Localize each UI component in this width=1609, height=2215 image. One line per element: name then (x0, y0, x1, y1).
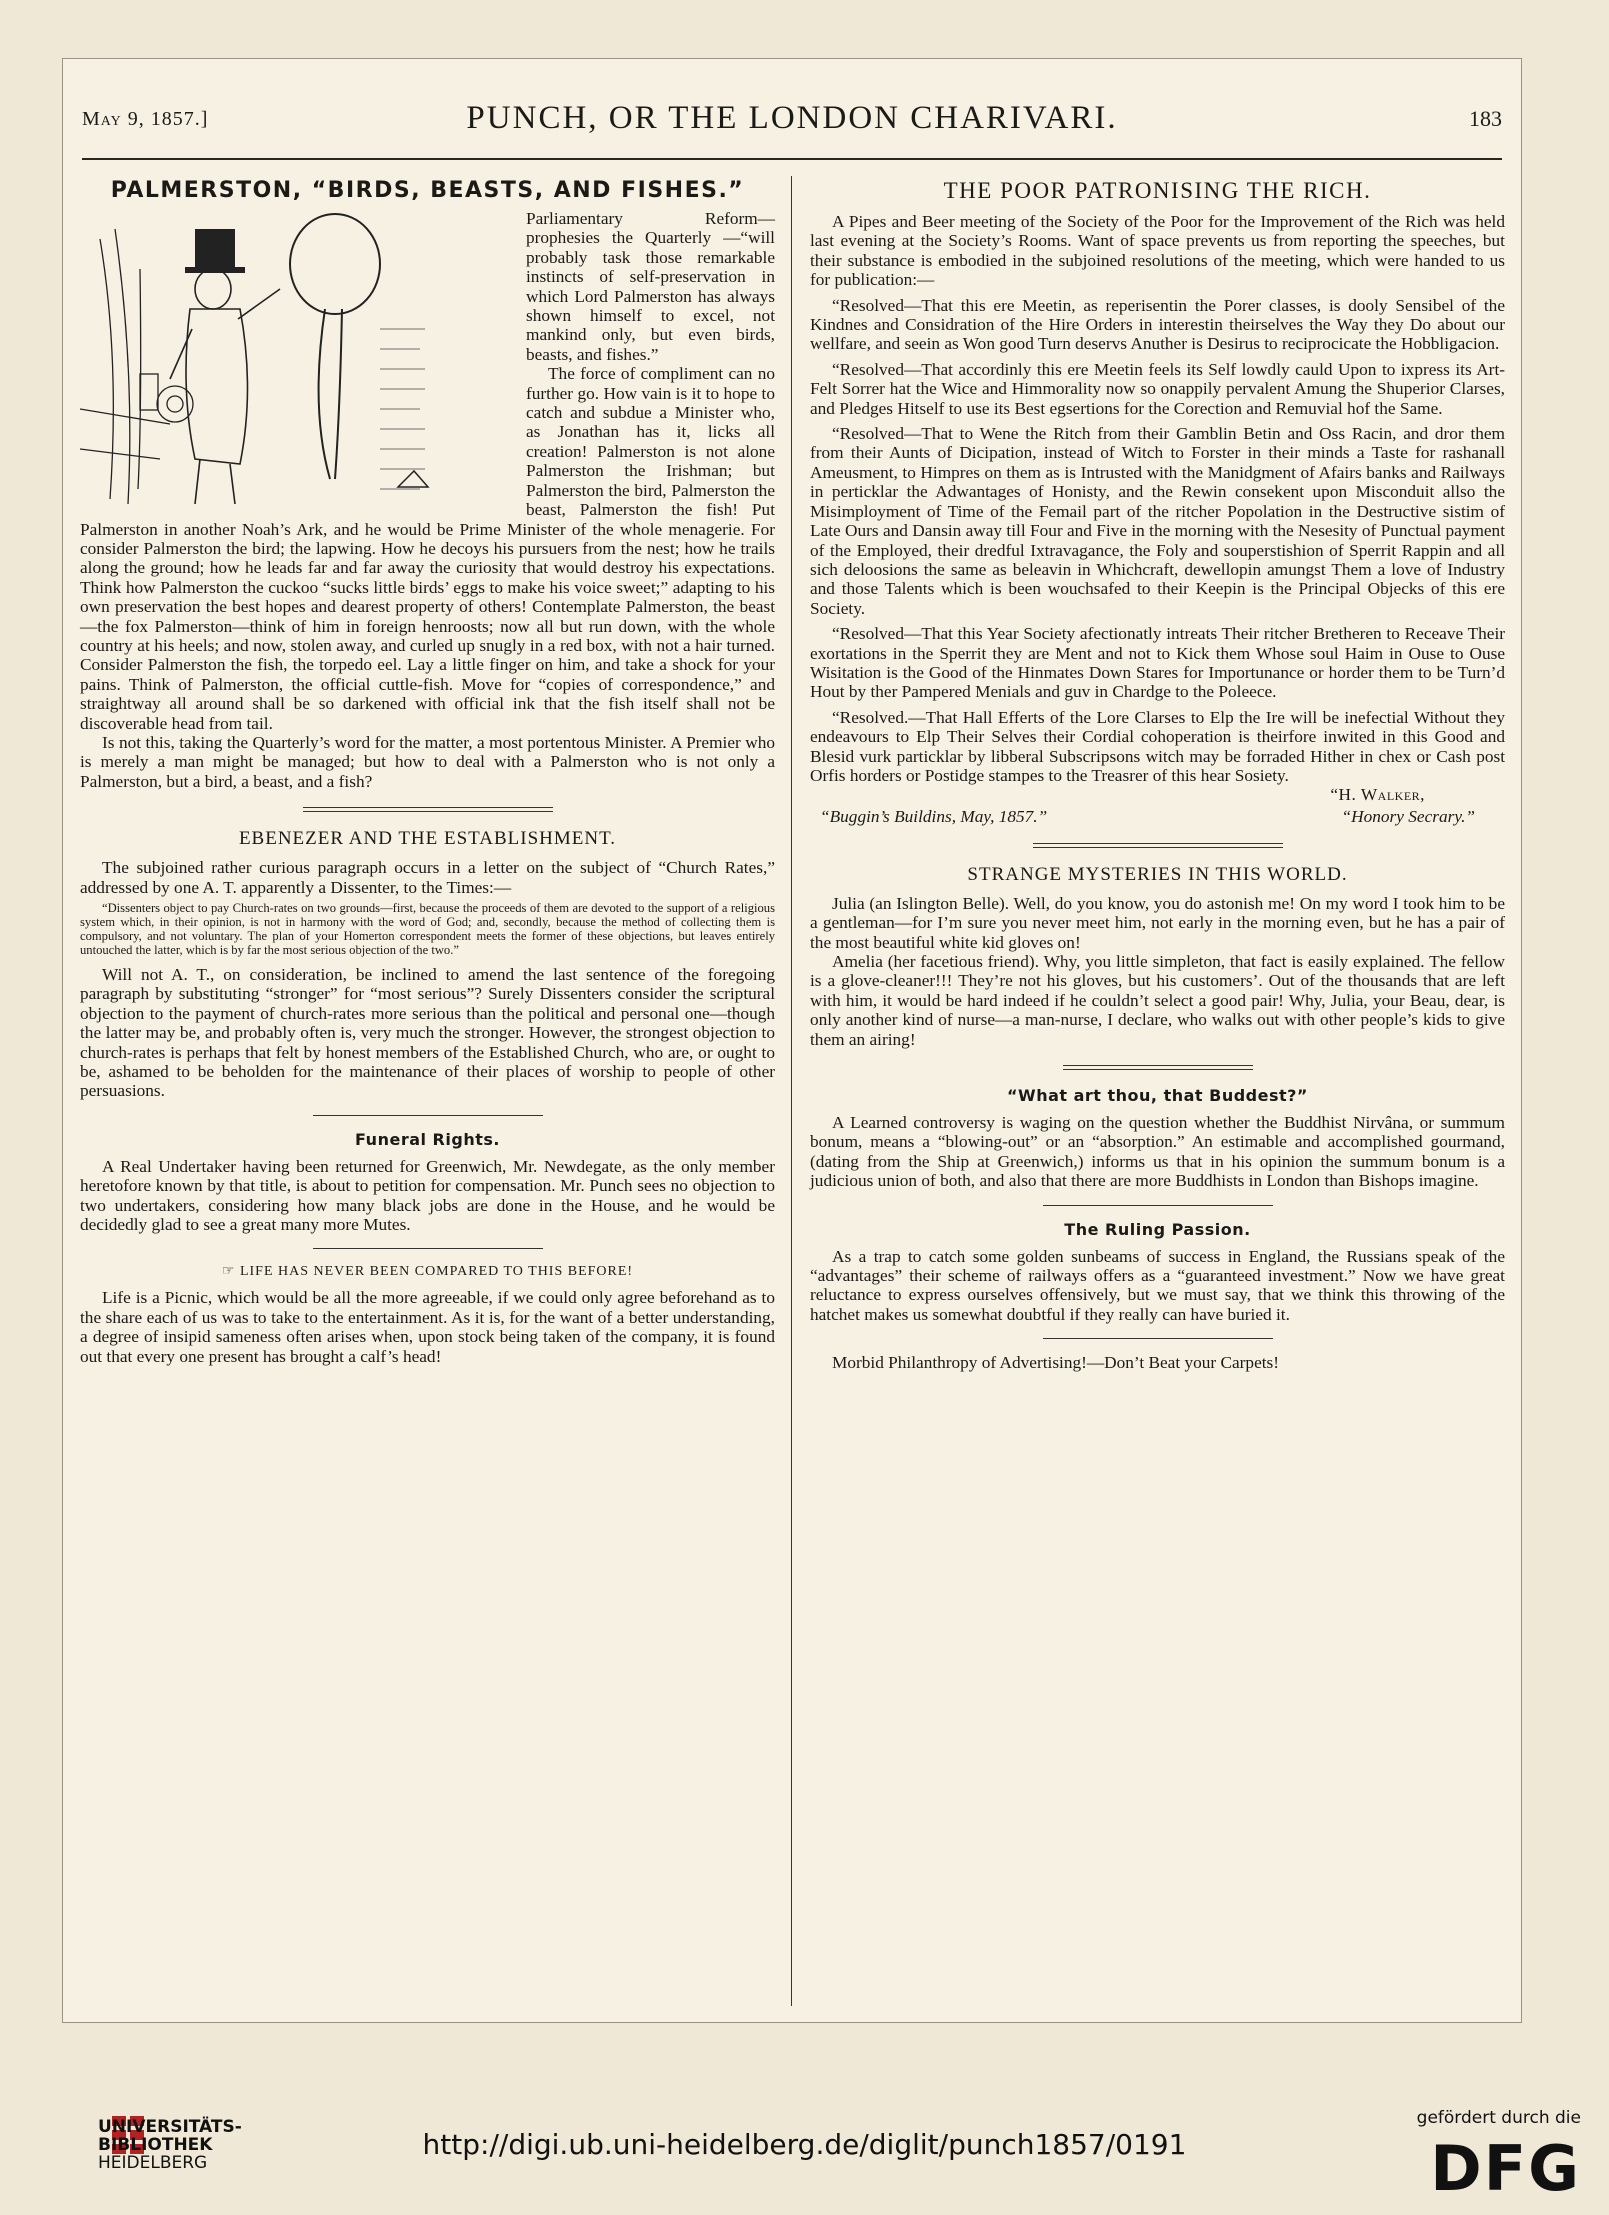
signature-row (810, 805, 1505, 827)
column-divider (791, 176, 792, 2006)
section-divider (1043, 1205, 1273, 1206)
section-divider (303, 807, 553, 812)
resolution-2: “Resolved—That accordinly this ere Meetin feels its Self lowdly cauld Upon to ixpress its Art-Felt Sorrer hat the Wice and Himmorality now so onappily pervalent Amung the Shuperior Clarses, and Pledges Hitself to use its Best egsertions for the Corection and Remuvial hof the Same. (810, 359, 1505, 418)
article-title-buddest: “What art thou, that Buddest?” (1007, 1086, 1308, 1106)
dfg-logo: DFG (1430, 2132, 1581, 2205)
section-divider (1063, 1065, 1253, 1070)
right-column (810, 170, 1505, 1373)
page-header (82, 100, 1502, 156)
source-url-link[interactable]: http://digi.ub.uni-heidelberg.de/diglit/punch1857/0191 (422, 2128, 1187, 2161)
resolution-4: “Resolved—That this Year Society afectionatly intreats Their ritcher Bretheren to Receave Their exortations in the Sperrit they are Ment and not to Kick them Whose soul Haim in Ouse to Ouse Wisitation is the Good of the Hinmates Down Stares for Importunance or horder them to be Turn’d Hout by ther Pampered Menials and guv in Chardge to the Poleece. (810, 624, 1505, 702)
article-title-life: ☞ LIFE HAS NEVER BEEN COMPARED TO THIS BEFORE! (221, 1264, 634, 1280)
signature-address: “Buggin’s Buildins, May, 1857.” (820, 806, 1048, 826)
library-name-line-1: UNIVERSITÄTS- (98, 2117, 242, 2137)
masthead-title: PUNCH, OR THE LONDON CHARIVARI. (466, 100, 1118, 136)
funded-by-label: gefördert durch die (1416, 2108, 1581, 2128)
ebenezer-quote: “Dissenters object to pay Church-rates on two grounds—first, because the proceeds of them are devoted to the support of a religious system which, in their opinion, is not in harmony with the word of God; and, secondly, because the method of collecting them is compulsory, and not voluntary. The plan of your Homerton correspondent meets the former of these objections, but leaves entirely untouched the latter, which is by far the most serious objection of the two.” (80, 901, 775, 957)
article-title-palmerston: PALMERSTON, “BIRDS, BEASTS, AND FISHES.” (110, 178, 745, 203)
ebenezer-paragraph-1: The subjoined rather curious paragraph occurs in a letter on the subject of “Church Rates,” addressed by one A. T. apparently a Dissenter, to the Times:— (80, 858, 775, 897)
article-title-poor-patronising: THE POOR PATRONISING THE RICH. (943, 178, 1372, 203)
page-number: 183 (1469, 106, 1502, 131)
palmerston-paragraph-1: Parliamentary Reform— prophesies the Quarterly —“will probably task those remarkable instincts of self-preservation in which Lord Palmerston has always shown himself to excel, not mankind only, but even birds, beasts, and fishes.” (526, 209, 775, 364)
palmerston-paragraph-2: The force of compliment can no further go. How vain is it to hope to catch and subdue a Minister who, as Jonathan has it, licks all creation! Palmerston is not alone Palmerston the Irishman; but Palmerston the bird, Palmerston the beast, Palmerston the fish! Put Palmerston in another Noah’s Ark, and he would be Prime Minister of the whole menagerie. For consider Palmerston the bird; the lapwing. How he decoys his pursuers from the nest; how he trails along the ground; how he leads far and far away the curiosity that would destroy his expectations. Think how Palmerston the cuckoo “sucks little birds’ eggs to make his voice sweet;” adapting to his own preservation the best hopes and dearest property of others! Contemplate Palmerston, the beast —the fox Palmerston—think of him in foreign henroosts; now all but run down, with the whole country at his heels; and now, stolen away, and curled up snugly in a red box, with not a hair turned. Consider Palmerston the fish, the torpedo eel. Lay a little finger on him, and take a shock for your pains. Think of Palmerston, the official cuttle-fish. Move for “copies of correspondence,” and straightway all around shall be so darkened with official ink that the fish itself shall not be discoverable head from tail. (80, 364, 775, 733)
buddest-paragraph: A Learned controversy is waging on the question whether the Buddhist Nirvâna, or summum bonum, means a “blowing-out” or an “absorption.” An estimable and accomplished gourmand, (dating from the Ship at Greenwich,) informs us that in his opinion the summum bonum is a judicious union of both, and also that there are more Buddhists in London than Bishops imagine. (810, 1113, 1505, 1191)
funeral-paragraph: A Real Undertaker having been returned for Greenwich, Mr. Newdegate, as the only member heretofore known by that title, is about to petition for compensation. Mr. Punch sees no objection to two undertakers, considering how many black jobs are done in the House, and he would be decidedly glad to see a great many more Mutes. (80, 1156, 775, 1235)
library-name-line-2: BIBLIOTHEK (98, 2135, 213, 2155)
section-divider (313, 1115, 543, 1116)
poor-intro-paragraph: A Pipes and Beer meeting of the Society of the Poor for the Improvement of the Rich was held last evening at the Society’s Rooms. Want of space prevents us from reporting the speeches, but their substance is embodied in the subjoined resolutions of the meeting, which were handed to us for publication:— (810, 212, 1505, 290)
left-column (80, 170, 775, 1366)
ruling-passion-paragraph: As a trap to catch some golden sunbeams of success in England, the Russians speak of the “advantages” their scheme of railways offers as a “guaranteed investment.” Now we have great reluctance to express ourselves offensively, but we must say, that we think this throwing of the hatchet makes us somewhat doubtful if they really can have buried it. (810, 1246, 1505, 1324)
resolution-5: “Resolved.—That Hall Efferts of the Lore Clarses to Elp the Ire will be inefectial Without they endeavours to Elp Their Selves their Cordial cohoperation is theirfore inwited in this Good and Blesid vurk particklar by libberal Subscripsons witch may be forraded Hither in chex or Cash post Orfis horders or Postidge stampes to the Treasrer of this hear Sosiety. (810, 707, 1505, 785)
article-title-ruling-passion: The Ruling Passion. (1064, 1219, 1251, 1239)
newspaper-page (62, 58, 1522, 2023)
signature-title: “Honory Secrary.” (1341, 806, 1475, 826)
ebenezer-paragraph-2: Will not A. T., on consideration, be inclined to amend the last sentence of the foregoing paragraph by substituting “stronger” for “most serious”? Surely Dissenters consider the scriptural objection to the payment of church-rates more serious than the political and personal one—though the latter may be, and probably often is, very much the stronger. However, the strongest objection to church-rates is perhaps that felt by honest members of the Established Church, who are, or ought to be, ashamed to be beholden for the maintenance of their places of worship to people of other persuasions. (80, 965, 775, 1101)
article-title-strange-mysteries: STRANGE MYSTERIES IN THIS WORLD. (967, 863, 1348, 885)
header-rule (82, 158, 1502, 160)
article-title-ebenezer: EBENEZER AND THE ESTABLISHMENT. (238, 828, 617, 850)
section-divider (1043, 1338, 1273, 1339)
mysteries-paragraph-1: Julia (an Islington Belle). Well, do you know, you do astonish me! On my word I took him to be a gentleman—for I’m sure you never meet him, not early in the morning even, but he has a pair of the most beautiful white kid gloves on! (810, 893, 1505, 952)
resolution-1: “Resolved—That this ere Meetin, as reperisentin the Porer classes, is dooly Sensibel of the Kindnes and Considration of the Hire Orders in interestin theirselves the Way they Do about our wellfare, and seein as Won good Turn deservs Anuther is Desirus to reciprocicate the Hobbligacion. (810, 295, 1505, 354)
mysteries-paragraph-2: Amelia (her facetious friend). Why, you little simpleton, that fact is easily explained. The fellow is a glove-cleaner!!! They’re not his gloves, but his customers’. Out of the thousands that are left with him, it would be hard indeed if he couldn’t select a good pair! Why, Julia, your Beau, dear, is only another kind of nurse—a man-nurse, I declare, who walks out with other people’s kids to give them an airing! (810, 952, 1505, 1049)
section-divider (1033, 843, 1283, 848)
morbid-philanthropy-paragraph: Morbid Philanthropy of Advertising!—Don’t Beat your Carpets! (832, 1353, 1280, 1373)
library-name-line-3: HEIDELBERG (98, 2153, 208, 2173)
signature-name: “H. Walker, (1330, 785, 1425, 805)
article-title-funeral: Funeral Rights. (355, 1129, 500, 1149)
issue-date: May 9, 1857.] (82, 108, 209, 130)
digitization-footer (0, 2040, 1609, 2215)
resolution-3: “Resolved—That to Wene the Ritch from their Gamblin Betin and Oss Racin, and dror them from their Aunts of Dicipation, instead of Witch to Forster in their minds a Taste for rashanall Ameusment, to Himpres on them as is Intrusted with the Manidgment of Afairs banks and Railways in perticklar the Adwantages of Honisty, and the Rewin consekent upon Misconduit allso the Misimployment of Time of the Femail part of the ritcher Popolation in the Destructive sistim of Late Ours and Dansin away till Four and Five in the morning with the Nesesity of Punctual payment of the Employed, their dredful Ixtravagance, the Foly and souperstishion of Sperrit Rappin and all sich deloosions the same as beleavin in Whichcraft, dewellopin amungst Them a love of Industry and those Talents which is been wouchsafed to their Keepin is the Principal Objecks of this ere Society. (810, 424, 1505, 618)
life-paragraph: Life is a Picnic, which would be all the more agreeable, if we could only agree beforehand as to the share each of us was to take to the entertainment. As it is, for the want of a better understanding, a degree of insipid sameness often arises when, upon stock being taken of the company, it is found out that every one present has brought a calf’s head! (80, 1288, 775, 1366)
palmerston-paragraph-3: Is not this, taking the Quarterly’s word for the matter, a most portentous Minister. A Premier who is merely a man might be managed; but how to deal with a Palmerston who is not only a Palmerston, but a bird, a beast, and a fish? (80, 732, 775, 791)
palmerston-with-net-illustration (80, 209, 520, 509)
section-divider (313, 1248, 543, 1249)
